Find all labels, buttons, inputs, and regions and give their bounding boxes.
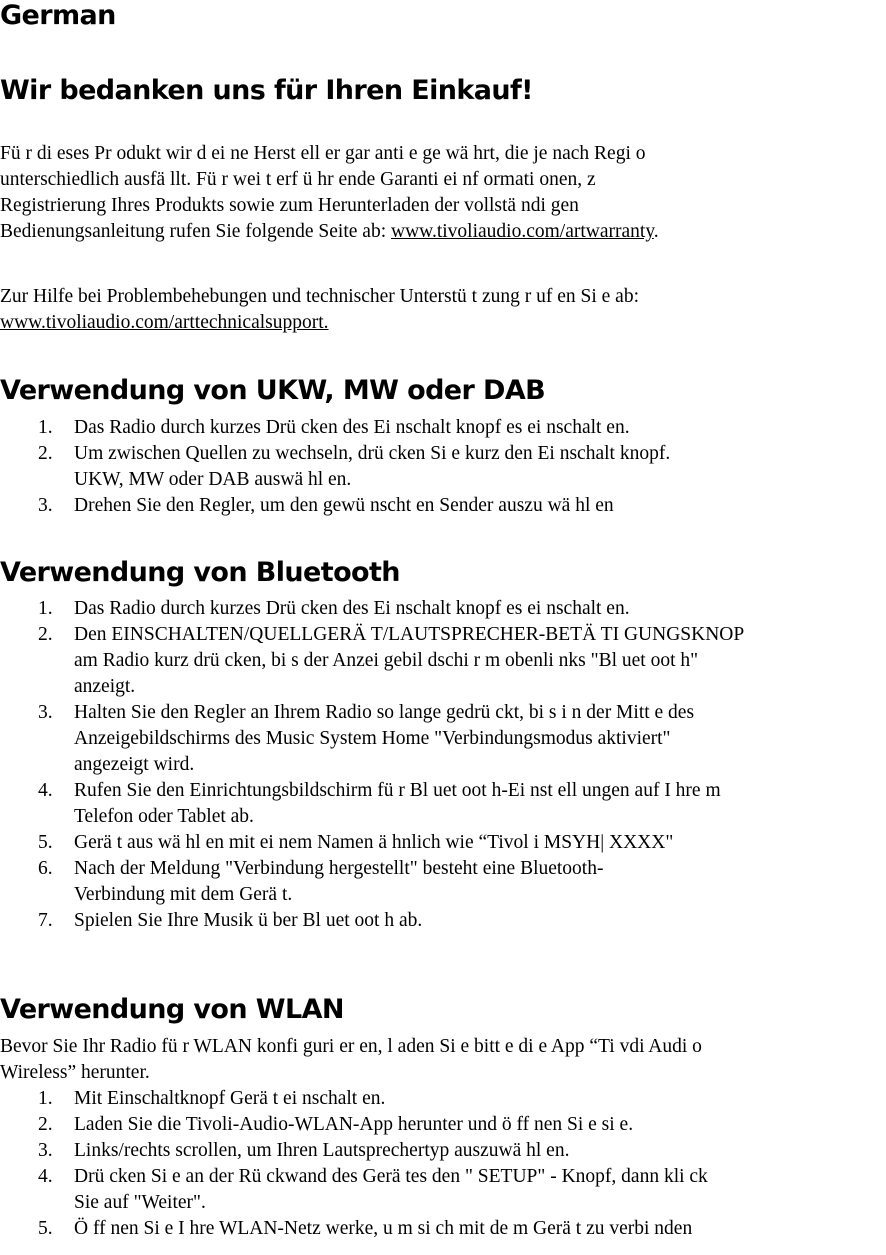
list-item [0,596,884,622]
step-text: Den EINSCHALTEN/QUELLGERÄ T/LAUTSPRECHER-BETÄ TI GUNGSKNOP [74,624,745,645]
step-text: Um zwischen Quellen zu wechseln, drü cken Si e kurz den Ei nschalt knopf. [74,443,671,464]
list-item [0,1216,884,1242]
step-text: Mit Einschaltknopf Gerä t ei nschalt en. [74,1088,386,1109]
section-heading-wlan: Verwendung von WLAN [0,994,344,1025]
list-item [0,1112,884,1138]
step-text: am Radio kurz drü cken, bi s der Anzei gebil dschi r m obenli nks "Bl uet oot h" [74,650,699,671]
list-item [0,700,884,778]
language-heading: German [0,0,116,31]
step-number: 7. [38,910,53,931]
list-item [0,493,884,519]
warranty-paragraph [0,141,884,245]
list-item [0,415,884,441]
step-number: 4. [38,1166,53,1187]
list-item [0,622,884,700]
step-text: Links/rechts scrollen, um Ihren Lautsprechertyp auszuwä hl en. [74,1140,570,1161]
support-line: Zur Hilfe bei Problembehebungen und technischer Unterstü t zung r uf en Si e ab: [0,286,639,307]
step-text: Verbindung mit dem Gerä t. [74,884,293,905]
step-text: Telefon oder Tablet ab. [74,806,254,827]
thanks-heading: Wir bedanken uns für Ihren Einkauf! [0,75,533,106]
step-text: Ö ff nen Si e I hre WLAN-Netz werke, u m si ch mit de m Gerä t zu verbi nden [74,1218,693,1239]
warranty-line: Fü r di eses Pr odukt wir d ei ne Herst ell er gar anti e ge wä hrt, die je nach Regi o [0,143,646,164]
step-text: Spielen Sie Ihre Musik ü ber Bl uet oot h ab. [74,910,423,931]
step-number: 2. [38,624,53,645]
step-text: anzeigt. [74,676,136,697]
section-heading-bluetooth: Verwendung von Bluetooth [0,557,400,588]
step-number: 3. [38,702,53,723]
step-number: 3. [38,495,53,516]
step-number: 6. [38,858,53,879]
step-number: 1. [38,1088,53,1109]
step-text: Halten Sie den Regler an Ihrem Radio so lange gedrü ckt, bi s i n der Mitt e des [74,702,695,723]
step-text: Drehen Sie den Regler, um den gewü nscht en Sender auszu wä hl en [74,495,614,516]
wlan-intro-line: Wireless” herunter. [0,1062,150,1083]
step-number: 2. [38,1114,53,1135]
bluetooth-steps [0,596,884,934]
step-number: 4. [38,780,53,801]
list-item [0,1138,884,1164]
step-number: 5. [38,1218,53,1239]
warranty-text: Bedienungsanleitung rufen Sie folgende Seite ab: [0,221,391,242]
list-item [0,778,884,830]
step-number: 1. [38,417,53,438]
step-number: 5. [38,832,53,853]
list-item [0,856,884,908]
step-text: Rufen Sie den Einrichtungsbildschirm fü r Bl uet oot h-Ei nst ell ungen auf I hre m [74,780,721,801]
step-text: Nach der Meldung "Verbindung hergestellt" besteht eine Bluetooth- [74,858,604,879]
step-text: Sie auf "Weiter". [74,1192,206,1213]
radio-steps [0,415,884,519]
warranty-line: unterschiedlich ausfä llt. Fü r wei t erf ü hr ende Garanti ei nf ormati onen, z [0,169,596,190]
step-number: 2. [38,443,53,464]
support-paragraph [0,284,884,336]
support-line [0,310,884,336]
step-text: Das Radio durch kurzes Drü cken des Ei nschalt knopf es ei nschalt en. [74,417,630,438]
step-text: Anzeigebildschirms des Music System Home "Verbindungsmodus aktiviert" [74,728,671,749]
wlan-intro-line: Bevor Sie Ihr Radio fü r WLAN konfi guri er en, l aden Si e bitt e di e App “Ti vdi Audi o [0,1036,702,1057]
step-text: Drü cken Si e an der Rü ckwand des Gerä tes den " SETUP" - Knopf, dann kli ck [74,1166,708,1187]
section-heading-radio: Verwendung von UKW, MW oder DAB [0,375,546,406]
list-item [0,908,884,934]
wlan-intro [0,1034,884,1086]
step-number: 3. [38,1140,53,1161]
list-item [0,830,884,856]
step-text: Laden Sie die Tivoli-Audio-WLAN-App herunter und ö ff nen Si e si e. [74,1114,634,1135]
warranty-period: . [653,221,659,242]
step-text: angezeigt wird. [74,754,195,775]
step-text: Gerä t aus wä hl en mit ei nem Namen ä hnlich wie “Tivol i MSYH| XXXX" [74,832,674,853]
list-item [0,1164,884,1216]
support-link[interactable]: www.tivoliaudio.com/arttechnicalsupport. [0,312,329,333]
step-text: UKW, MW oder DAB auswä hl en. [74,469,352,490]
list-item [0,441,884,493]
warranty-line [0,219,884,245]
list-item [0,1086,884,1112]
wlan-steps [0,1086,884,1242]
step-number: 1. [38,598,53,619]
warranty-line: Registrierung Ihres Produkts sowie zum Herunterladen der vollstä ndi gen [0,195,579,216]
step-text: Das Radio durch kurzes Drü cken des Ei nschalt knopf es ei nschalt en. [74,598,630,619]
warranty-link[interactable]: www.tivoliaudio.com/artwarranty [390,221,654,242]
